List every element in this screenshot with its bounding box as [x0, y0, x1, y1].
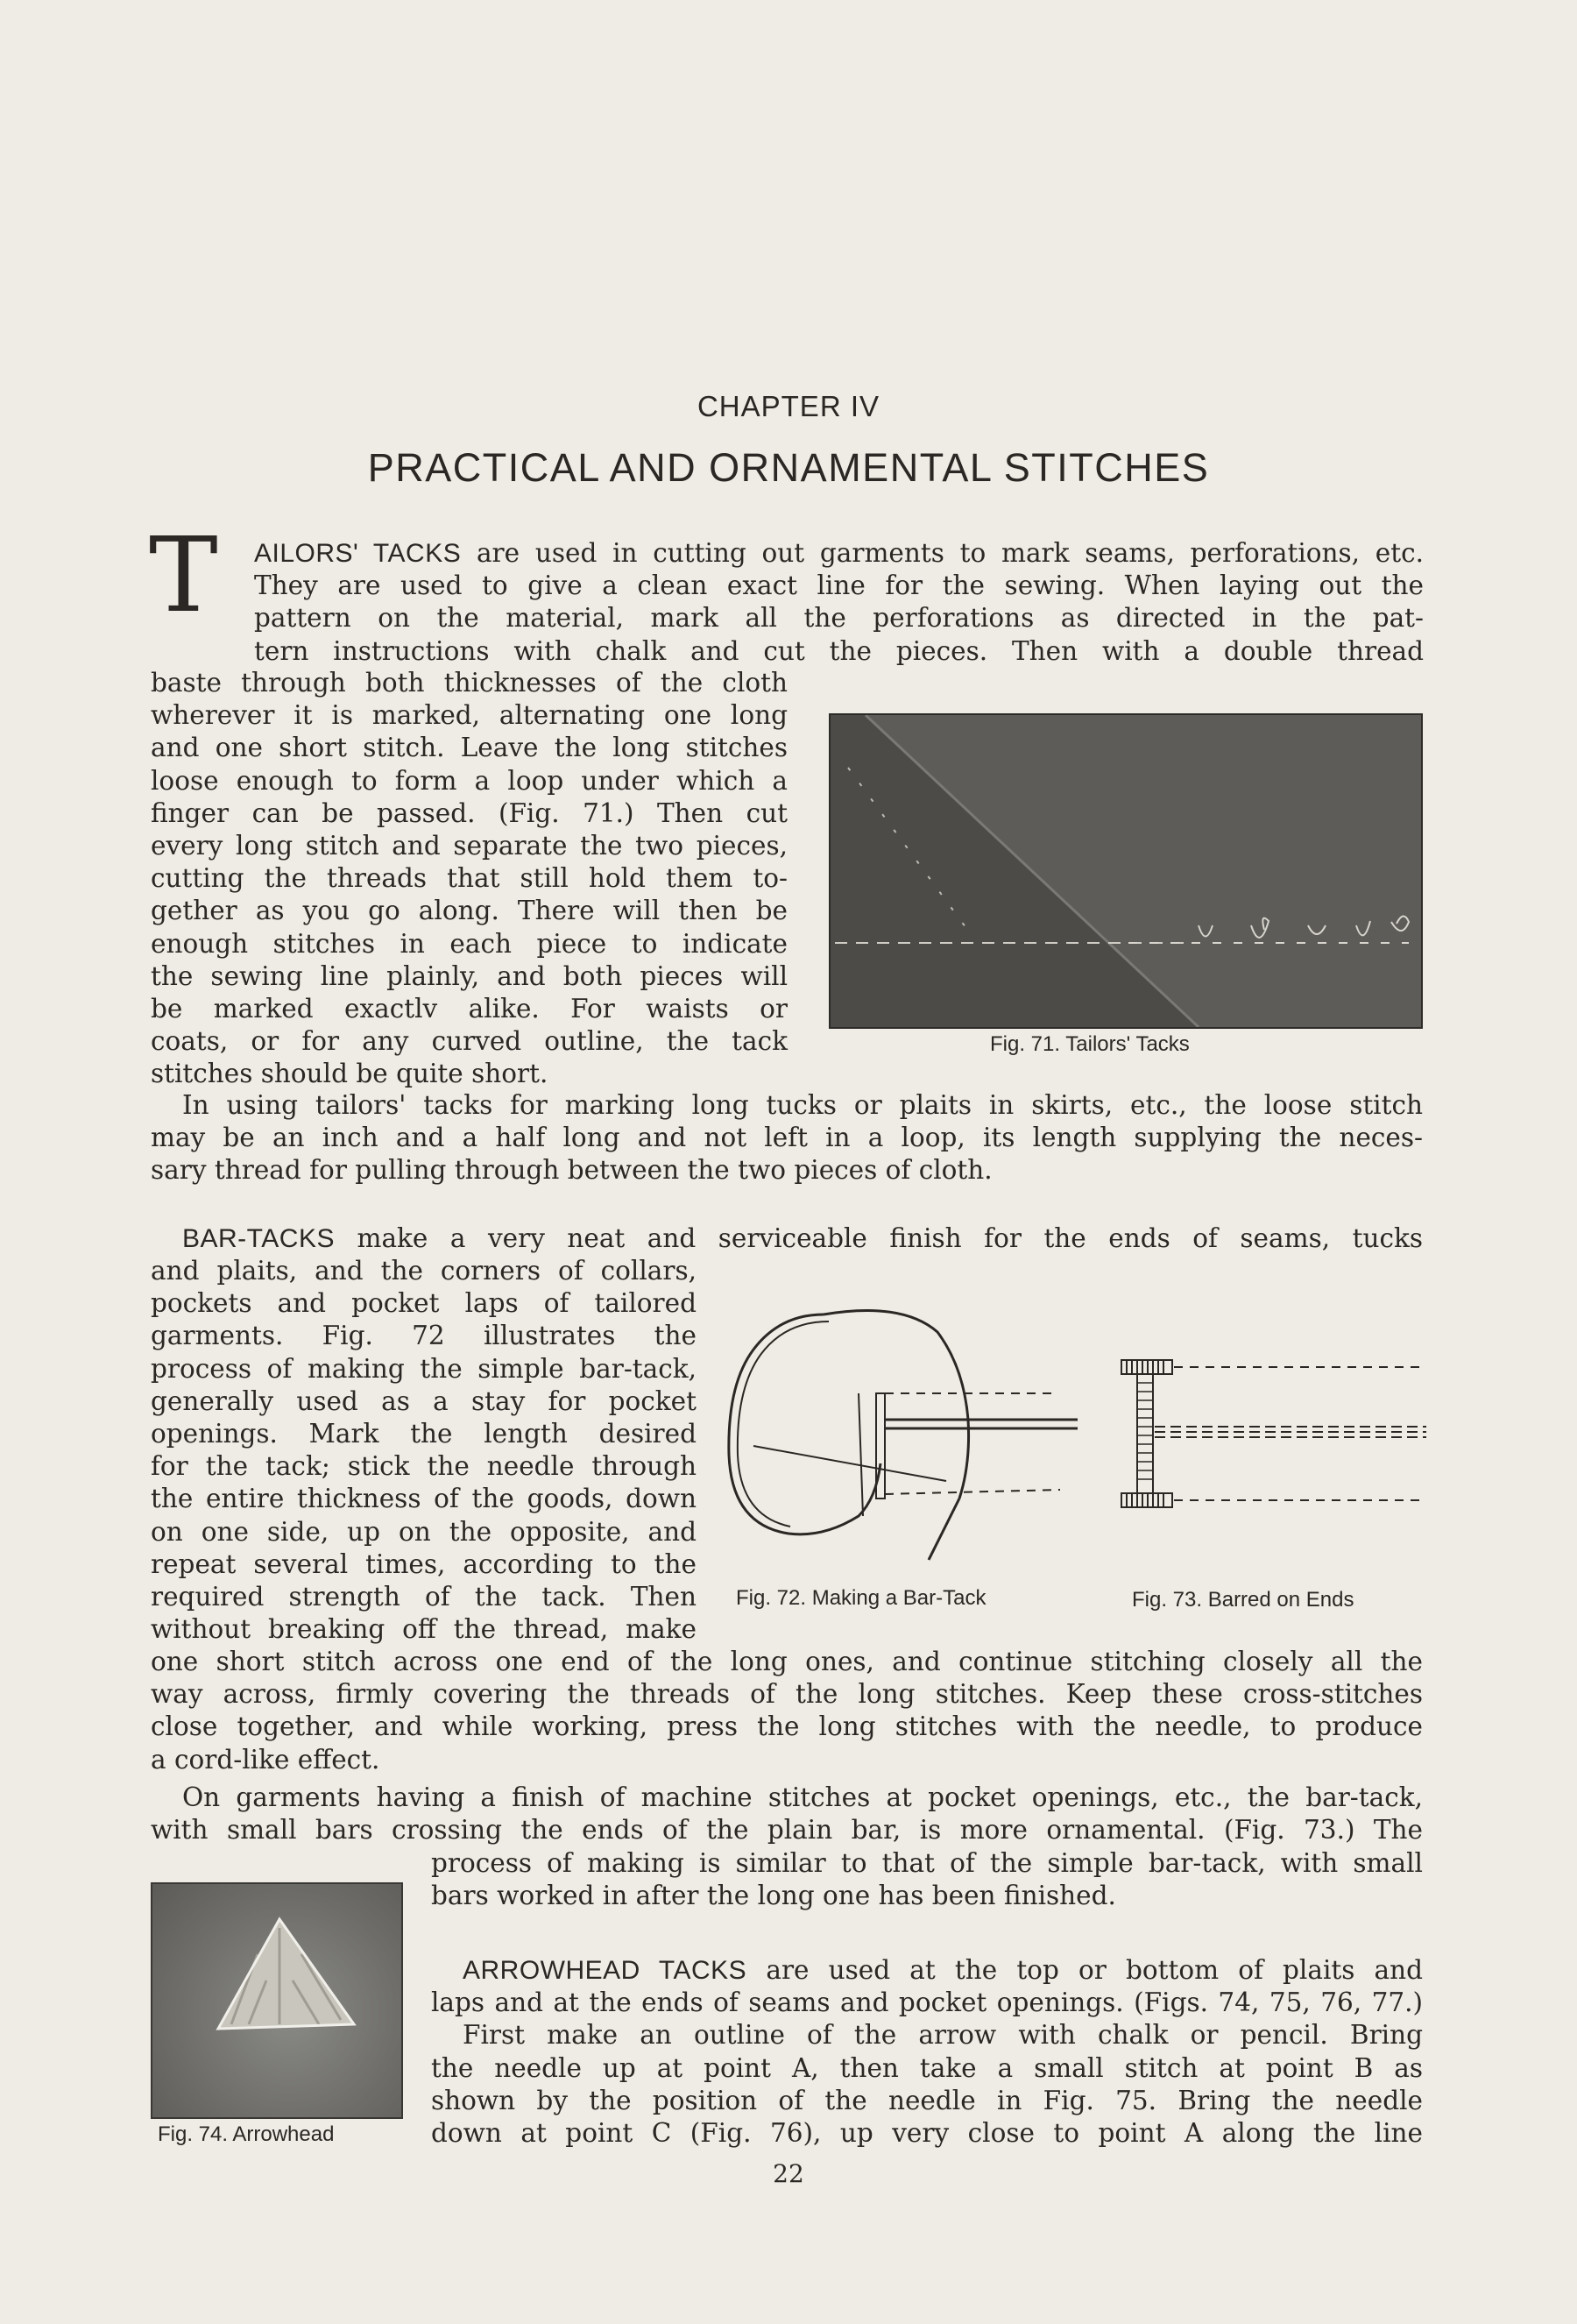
bar-tacks-continuation: one short stitch across one end of the long ones, and continue stitching closely all the way across, firmly covering the threads of the long stitches. Keep these cross-stitches close together, and while working, press the long stitches with the needle, to produce a cord-like effect.	[151, 1647, 1423, 1775]
fig72-bar-tack-drawing	[727, 1297, 1086, 1586]
arrowhead-tack-illustration	[152, 1884, 401, 2117]
tailors-tacks-intro: AILORS' TACKS are used in cutting out garments to mark seams, perforations, etc. They are used to give a clean exact line for the sewing. When laying out the pattern on the material, mark all the perforations as directed in the pat- tern instructions with chalk and cut the pieces. Then with a double thread	[254, 538, 1424, 666]
chapter-heading: CHAPTER IV	[697, 390, 880, 422]
arrowhead-lead: ARROWHEAD TACKS	[463, 1956, 747, 1985]
fig71-caption: Fig. 71. Tailors' Tacks	[990, 1032, 1190, 1056]
drop-cap: T	[149, 514, 218, 635]
fig73-caption: Fig. 73. Barred on Ends	[1132, 1588, 1354, 1612]
tailors-tacks-illustration	[831, 715, 1421, 1027]
arrowhead-tacks-body: ARROWHEAD TACKS are used at the top or bottom of plaits and laps and at the ends of seams and pocket openings. (Figs. 74, 75, 76, 77.) First make an outline of the arrow with chalk or pencil. Bring the needle up at point A, then take a small stitch at point B as shown by the position of the needle in Fig. 75. Bring the needle down at point C (Fig. 76), up very close to point A along the line	[431, 1955, 1423, 2149]
fig72-caption: Fig. 72. Making a Bar-Tack	[736, 1586, 987, 1610]
tailors-tacks-long-tucks: In using tailors' tacks for marking long tucks or plaits in skirts, etc., the loose stitch may be an inch and a half long and not left in a loop, its length supplying the neces- sary thread for pulling through between the two pieces of cloth.	[151, 1090, 1423, 1186]
fig71-photo	[829, 713, 1423, 1029]
tailors-tacks-lead: AILORS' TACKS	[254, 539, 462, 568]
fig73-barred-on-ends-drawing	[1120, 1357, 1428, 1516]
bar-tacks-ornamental-right: process of making is similar to that of the simple bar-tack, with small bars worked in after the long one has been finished.	[431, 1848, 1423, 1911]
tailors-tacks-body: baste through both thicknesses of the cloth wherever it is marked, alternating one long and one short stitch. Leave the long stitches loose enough to form a loop under which a finger can be passed. (Fig. 71.) Then cut every long stitch and separate the two pieces, cutting the threads that still hold them to- gether as you go along. There will then be enough stitches in each piece to indicate the sewing line plainly, and both pieces will be marked exactlv alike. For waists or coats, or for any curved outline, the tack stitches should be quite short.	[151, 668, 788, 1089]
page-number: 22	[773, 2159, 804, 2188]
bar-tacks-body: and plaits, and the corners of collars, pockets and pocket laps of tailored garments. Fig. 72 illustrates the process of making the simple bar-tack, generally used as a stay for pocket openings. Mark the length desired for the tack; stick the needle through the entire thickness of the goods, down on one side, up on the opposite, and repeat several times, according to the required strength of the tack. Then without breaking off the thread, make	[151, 1256, 697, 1645]
bar-tacks-first-line: BAR-TACKS make a very neat and serviceable finish for the ends of seams, tucks	[182, 1223, 1423, 1253]
fig74-caption: Fig. 74. Arrowhead	[158, 2122, 335, 2146]
page-title: PRACTICAL AND ORNAMENTAL STITCHES	[367, 445, 1210, 490]
bar-tacks-ornamental: On garments having a finish of machine stitches at pocket openings, etc., the bar-tack, with small bars crossing the ends of the plain bar, is more ornamental. (Fig. 73.) The	[151, 1782, 1423, 1846]
fig74-arrowhead-photo	[151, 1882, 403, 2119]
bar-tacks-lead: BAR-TACKS	[182, 1224, 335, 1253]
